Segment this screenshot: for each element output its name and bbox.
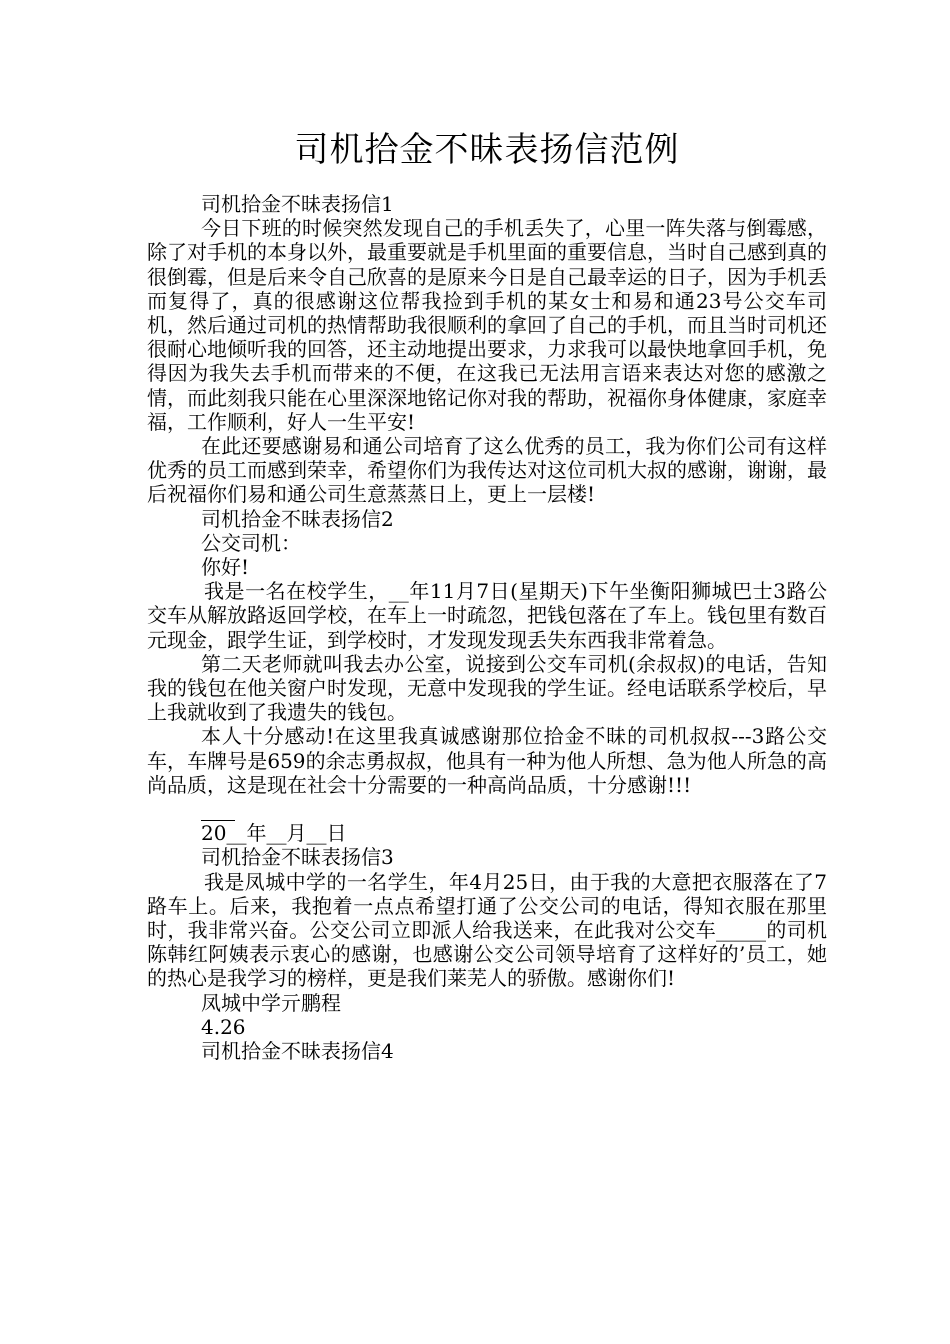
paragraph: 在此还要感谢易和通公司培育了这么优秀的员工，我为你们公司有这样优秀的员工而感到荣幸，希望你们为我传达对这位司机大叔的感谢，谢谢，最后祝福你们易和通公司生意蒸蒸日上，更上一层楼! [147,434,827,507]
document-page [147,118,827,1063]
date-line: 20__年__月__日 [201,821,347,846]
signature: 凤城中学亓鹏程 [201,990,341,1015]
salutation: 公交司机： [201,530,301,555]
section-heading-4: 司机拾金不昧表扬信4 [201,1039,394,1064]
section-heading-2: 司机拾金不昧表扬信2 [201,506,394,531]
paragraph: 第二天老师就叫我去办公室，说接到公交车司机(余叔叔)的电话，告知我的钱包在他关窗户时发现，无意中发现我的学生证。经电话联系学校后，早上我就收到了我遗失的钱包。 [147,651,827,725]
section-heading-3: 司机拾金不昧表扬信3 [201,845,394,870]
paragraph: 今日下班的时候突然发现自己的手机丢失了，心里一阵失落与倒霉感，除了对手机的本身以外，最重要就是手机里面的重要信息，当时自己感到真的很倒霉，但是后来令自己欣喜的是原来今日是自己最幸运的日子，因为手机丢而复得了，真的很感谢这位帮我捡到手机的某女士和易和通23号公交车司机，然后通过司机的热情帮助我很顺利的拿回了自己的手机，而且当时司机还很耐心地倾听我的回答，还主动地提出要求，力求我可以最快地拿回手机，免得因为我失去手机而带来的不便，在这我已无法用言语来表达对您的感激之情，而此刻我只能在心里深深地铭记你对我的帮助，祝福你身体健康，家庭幸福，工作顺利，好人一生平安! [147,216,827,434]
date-line: 4.26 [201,1014,246,1039]
paragraph: 我是一名在校学生，__年11月7日(星期天)下午坐衡阳狮城巴士3路公交车从解放路返回学校，在车上一时疏忽，把钱包落在了车上。钱包里有数百元现金，跟学生证，到学校时，才发现发现丢失东西我非常着急。 [147,579,827,652]
signature-underline [147,797,827,821]
document-title: 司机拾金不昧表扬信范例 [294,130,680,170]
paragraph: 我是凤城中学的一名学生，年4月25日，由于我的大意把衣服落在了7路车上。后来，我抱着一点点希望打通了公交公司的电话，得知衣服在那里时，我非常兴奋。公交公司立即派人给我送来，在此我对公交车_____的司机陈韩红阿姨表示衷心的感谢，也感谢公交公司领导培育了这样好的’员工，她的热心是我学习的榜样，更是我们莱芜人的骄傲。感谢你们! [147,869,827,991]
blank-underline [201,800,235,821]
section-heading-1: 司机拾金不昧表扬信1 [201,192,394,216]
greeting: 你好! [201,555,250,580]
paragraph: 本人十分感动!在这里我真诚感谢那位拾金不昧的司机叔叔---3路公交车，车牌号是659的余志勇叔叔，他具有一种为他人所想、急为他人所急的高尚品质，这是现在社会十分需要的一种高尚品质，十分感谢!!! [147,724,827,797]
